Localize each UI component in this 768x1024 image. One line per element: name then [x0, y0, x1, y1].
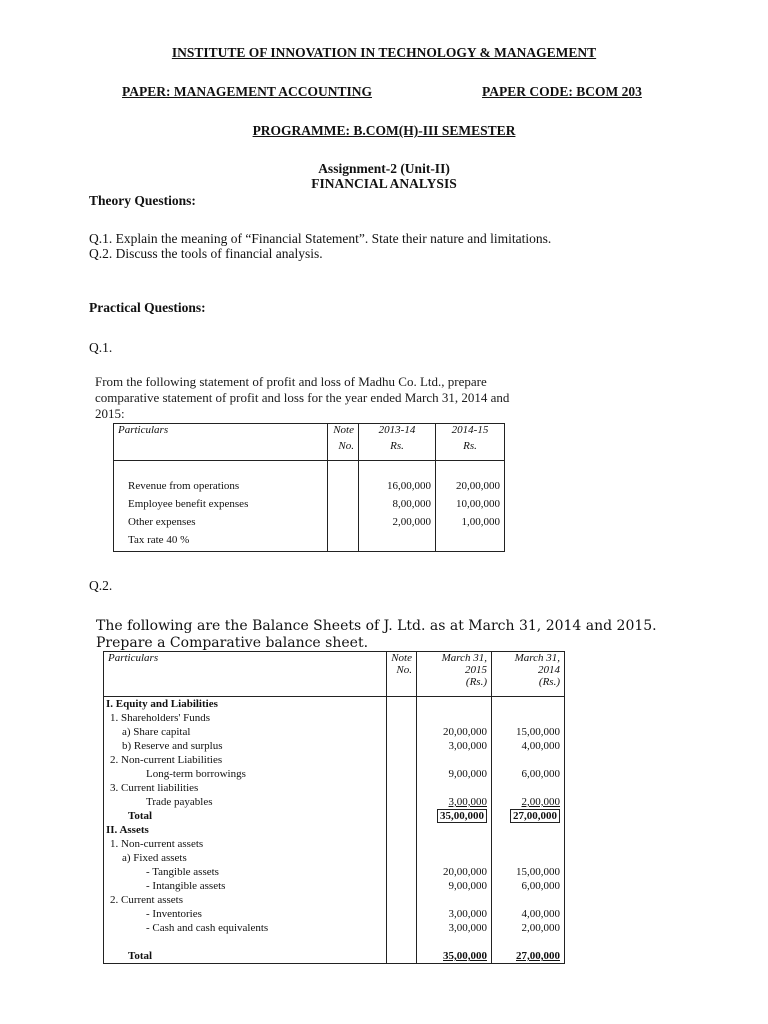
row-value: 8,00,000 [392, 498, 431, 510]
row-value [496, 711, 560, 725]
q2-intro [96, 618, 657, 652]
section-heading: I. Equity and Liabilities [106, 698, 218, 710]
row-label: Other expenses [128, 516, 196, 528]
row-value: 9,00,000 [448, 880, 487, 892]
row-value: 10,00,000 [456, 498, 500, 510]
q1-intro-line: 2015: [95, 406, 125, 421]
spacer-row [106, 935, 382, 949]
row-value [421, 711, 487, 725]
row-value: 20,00,000 [443, 866, 487, 878]
col-note-line: No. [338, 440, 354, 452]
row-value [496, 823, 560, 837]
theory-question-1: Q.1. Explain the meaning of “Financial Statement”. State their nature and limitations. [89, 231, 552, 246]
q1-intro-line: From the following statement of profit and loss of Madhu Co. Ltd., prepare [95, 374, 487, 389]
row-value: 3,00,000 [448, 908, 487, 920]
row-label: b) Reserve and surplus [122, 740, 223, 752]
col-particulars: Particulars [104, 652, 387, 697]
row-label: Trade payables [146, 796, 213, 808]
row-value [421, 753, 487, 767]
total-value: 35,00,000 [437, 809, 487, 823]
col-year-line: (Rs.) [465, 676, 487, 688]
col-note [387, 652, 417, 697]
note-cell [328, 461, 359, 552]
row-value: 15,00,000 [516, 866, 560, 878]
row-value: 2,00,000 [521, 922, 560, 934]
row-value [421, 935, 487, 949]
total-value: 35,00,000 [443, 950, 487, 962]
practical-heading: Practical Questions: [89, 300, 206, 315]
col-note-line: Note [391, 652, 412, 664]
assignment-title: Assignment-2 (Unit-II) [318, 161, 450, 176]
row-label: 2. Non-current Liabilities [110, 754, 223, 766]
row-value [496, 935, 560, 949]
total-value: 27,00,000 [510, 809, 560, 823]
row-value [421, 851, 487, 865]
row-value [421, 823, 487, 837]
col-note-line: No. [396, 664, 412, 676]
col-year-line: 2013-14 [378, 424, 416, 436]
particulars-cell [104, 697, 387, 964]
col-particulars: Particulars [114, 424, 328, 461]
year2-cell [436, 461, 505, 552]
q1-intro-line: comparative statement of profit and loss for the year ended March 31, 2014 and [95, 390, 510, 405]
year1-cell [359, 461, 436, 552]
row-value: 3,00,000 [448, 740, 487, 752]
note-cell [387, 697, 417, 964]
col-year-line: March 31, [441, 652, 487, 664]
row-label: 2. Current assets [110, 894, 184, 906]
row-value [496, 893, 560, 907]
q2-intro-line: Prepare a Comparative balance sheet. [96, 635, 369, 651]
row-value [496, 697, 560, 711]
row-value: 2,00,000 [392, 516, 431, 528]
q1-intro [95, 374, 509, 422]
particulars-cell [114, 461, 328, 552]
row-label: - Inventories [146, 908, 202, 920]
row-value [421, 893, 487, 907]
topic-title: FINANCIAL ANALYSIS [311, 176, 457, 191]
row-value: 3,00,000 [448, 922, 487, 934]
col-year-line: 2015 [465, 664, 487, 676]
row-value: 3,00,000 [448, 796, 487, 808]
section-heading: II. Assets [106, 824, 149, 836]
row-label: 1. Shareholders' Funds [110, 712, 211, 724]
col-note [328, 424, 359, 461]
row-value [496, 851, 560, 865]
row-value: 15,00,000 [516, 726, 560, 738]
col-year-line: Rs. [463, 440, 477, 452]
practical-q2-label: Q.2. [89, 578, 113, 593]
row-label: 1. Non-current assets [110, 838, 204, 850]
col-note-line: Note [333, 424, 354, 436]
row-value: 6,00,000 [521, 768, 560, 780]
institute-title: INSTITUTE OF INNOVATION IN TECHNOLOGY & MANAGEMENT [171, 45, 597, 60]
col-march-2014 [492, 652, 565, 697]
row-label: - Tangible assets [146, 866, 219, 878]
col-march-2015 [417, 652, 492, 697]
col-year-line: March 31, [514, 652, 560, 664]
practical-q1-label: Q.1. [89, 340, 113, 355]
total-label: Total [128, 950, 153, 962]
theory-question-2: Q.2. Discuss the tools of financial analysis. [89, 246, 323, 261]
row-label: a) Fixed assets [122, 852, 187, 864]
row-label: 3. Current liabilities [110, 782, 199, 794]
q2-intro-line: The following are the Balance Sheets of J. Ltd. as at March 31, 2014 and 2015. [96, 618, 657, 634]
year2015-cell [417, 697, 492, 964]
paper-title: PAPER: MANAGEMENT ACCOUNTING [122, 84, 373, 99]
row-value [496, 837, 560, 851]
profit-loss-table [113, 423, 505, 552]
row-value: 9,00,000 [448, 768, 487, 780]
row-label: Tax rate 40 % [128, 534, 190, 546]
row-value [421, 697, 487, 711]
col-year-line: Rs. [390, 440, 404, 452]
col-year-line: 2014-15 [451, 424, 489, 436]
row-value: 4,00,000 [521, 740, 560, 752]
total-label: Total [128, 810, 153, 822]
row-value [421, 837, 487, 851]
programme-title: PROGRAMME: B.COM(H)-III SEMESTER [252, 123, 516, 138]
theory-heading: Theory Questions: [89, 193, 196, 208]
row-value: 20,00,000 [456, 480, 500, 492]
col-year-line: (Rs.) [538, 676, 560, 688]
paper-code: PAPER CODE: BCOM 203 [482, 84, 642, 99]
row-value: 1,00,000 [461, 516, 500, 528]
col-year-line: 2014 [538, 664, 560, 676]
row-label: a) Share capital [122, 726, 191, 738]
row-value [496, 781, 560, 795]
row-value: 2,00,000 [521, 796, 560, 808]
row-value: 20,00,000 [443, 726, 487, 738]
row-value [421, 781, 487, 795]
row-value [496, 753, 560, 767]
total-value: 27,00,000 [516, 950, 560, 962]
row-value: 6,00,000 [521, 880, 560, 892]
row-value: 16,00,000 [387, 480, 431, 492]
year2014-cell [492, 697, 565, 964]
row-label: Revenue from operations [128, 480, 240, 492]
row-label: Employee benefit expenses [128, 498, 249, 510]
row-label: - Intangible assets [146, 880, 226, 892]
balance-sheet-table [103, 651, 565, 964]
col-2014-15 [436, 424, 505, 461]
row-label: Long-term borrowings [146, 768, 246, 780]
row-label: - Cash and cash equivalents [146, 922, 269, 934]
row-value: 4,00,000 [521, 908, 560, 920]
col-2013-14 [359, 424, 436, 461]
